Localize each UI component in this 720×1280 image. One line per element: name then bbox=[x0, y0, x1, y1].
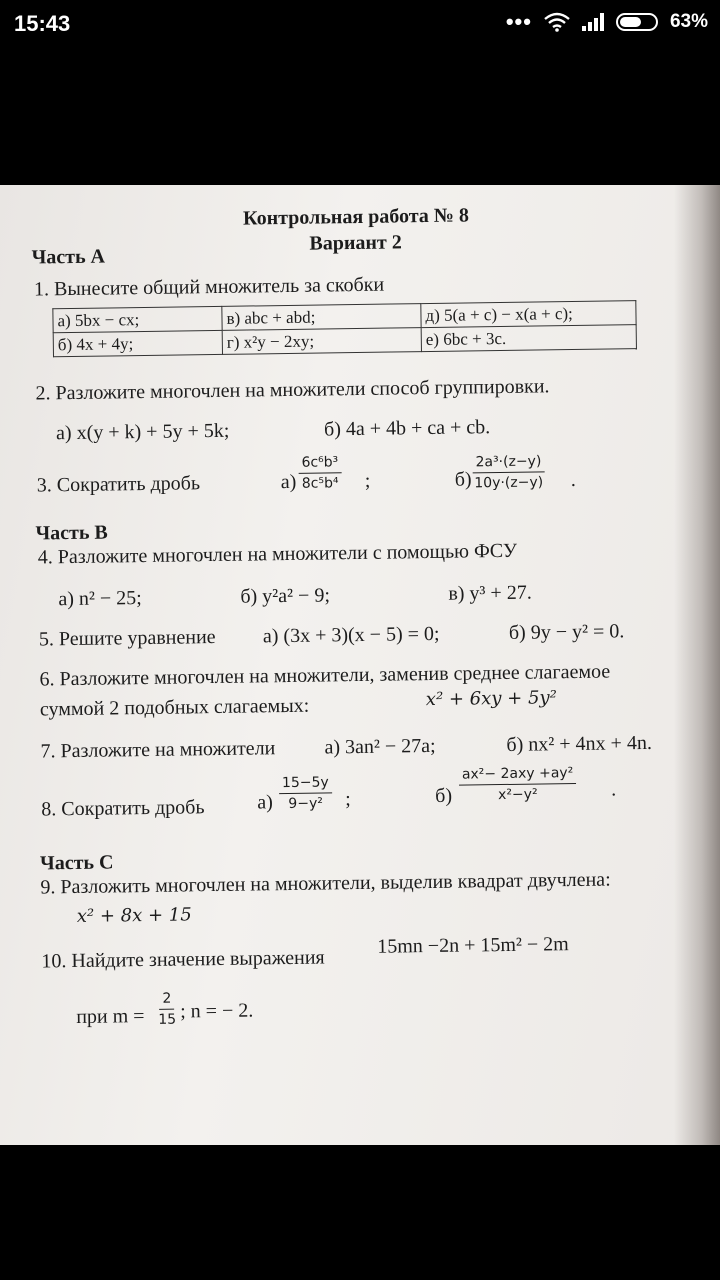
fraction-denominator: 10y·(z−y) bbox=[474, 474, 544, 492]
question-4: 4. Разложите многочлен на множители с помощью ФСУ bbox=[37, 539, 518, 569]
status-bar bbox=[0, 0, 720, 50]
signal-icon bbox=[582, 13, 604, 31]
question-1: 1. Вынесите общий множитель за скобки bbox=[33, 273, 385, 301]
question-10: 10. Найдите значение выражения bbox=[41, 946, 325, 973]
question-6-line-2: суммой 2 подобных слагаемых: bbox=[39, 694, 310, 721]
fraction-10 bbox=[158, 991, 176, 1028]
table-cell: б) 4x + 4y; bbox=[53, 330, 222, 356]
question-5: 5. Решите уравнение bbox=[38, 626, 216, 651]
more-dots-icon: ••• bbox=[505, 9, 532, 34]
fraction-numerator: 6c⁶b³ bbox=[298, 454, 341, 474]
question-8a-label: а) bbox=[257, 791, 273, 814]
worksheet bbox=[0, 185, 720, 1145]
question-4c: в) y³ + 27. bbox=[448, 581, 532, 605]
question-7b: б) nx² + 4nx + 4n. bbox=[506, 731, 653, 756]
fraction-8b bbox=[459, 765, 577, 804]
table-cell: д) 5(a + c) − x(a + c); bbox=[421, 301, 636, 328]
question-2b: б) 4a + 4b + ca + cb. bbox=[323, 416, 491, 441]
part-c-heading: Часть С bbox=[39, 851, 114, 875]
question-4a: а) n² − 25; bbox=[58, 587, 142, 611]
fraction-denominator: 9−y² bbox=[288, 795, 324, 813]
question-6-expression: x² + 6xy + 5y² bbox=[425, 687, 558, 711]
page-edge-shadow bbox=[674, 185, 720, 1145]
question-3: 3. Сократить дробь bbox=[36, 472, 201, 497]
fraction-3a bbox=[298, 454, 341, 492]
fraction-3b bbox=[472, 453, 544, 491]
fraction-numerator: 2 bbox=[159, 991, 174, 1010]
fraction-denominator: x²−y² bbox=[497, 786, 538, 804]
table-cell: е) 6bc + 3c. bbox=[421, 325, 636, 352]
fraction-3b-end: . bbox=[570, 468, 576, 492]
fraction-8b-end: . bbox=[610, 778, 617, 801]
question-7a: а) 3an² − 27a; bbox=[324, 734, 436, 759]
question-3a-label: а) bbox=[280, 470, 297, 494]
question-3b-label: б) bbox=[454, 468, 472, 491]
question-8: 8. Сократить дробь bbox=[41, 796, 205, 821]
question-10-condition: при m = bbox=[76, 1005, 145, 1028]
question-9-expression: x² + 8x + 15 bbox=[76, 904, 192, 927]
question-7: 7. Разложите на множители bbox=[40, 737, 276, 763]
table-cell: а) 5bx − cx; bbox=[53, 306, 222, 332]
question-2a: а) x(y + k) + 5y + 5k; bbox=[55, 419, 230, 445]
fraction-numerator: 2a³·(z−y) bbox=[472, 453, 544, 473]
fraction-denominator: 15 bbox=[158, 1011, 177, 1028]
question-2: 2. Разложите многочлен на множители способ группировки. bbox=[35, 375, 550, 405]
wifi-icon bbox=[544, 12, 570, 32]
factor-table bbox=[52, 300, 637, 357]
worksheet-photo bbox=[0, 185, 720, 1145]
fraction-denominator: 8c⁵b⁴ bbox=[301, 475, 339, 492]
table-cell: в) abc + abd; bbox=[222, 304, 421, 331]
fraction-numerator: ax²− 2axy +ay² bbox=[459, 765, 577, 786]
fraction-8a-end: ; bbox=[345, 788, 351, 811]
fraction-numerator: 15−5y bbox=[279, 774, 332, 794]
battery-percent: 63% bbox=[669, 11, 708, 32]
doc-title: Контрольная работа № 8 bbox=[242, 204, 470, 230]
question-10-rest: ; n = − 2. bbox=[180, 999, 254, 1023]
battery-icon bbox=[616, 13, 658, 31]
question-5a: а) (3x + 3)(x − 5) = 0; bbox=[262, 622, 440, 648]
part-a-heading: Часть А bbox=[31, 245, 106, 269]
fraction-8a bbox=[279, 774, 332, 812]
clock: 15:43 bbox=[14, 11, 71, 36]
question-5b: б) 9y − y² = 0. bbox=[508, 620, 625, 644]
part-b-heading: Часть В bbox=[35, 521, 108, 545]
question-10-expression: 15mn −2n + 15m² − 2m bbox=[377, 933, 569, 958]
question-8b-label: б) bbox=[435, 784, 453, 807]
doc-variant: Вариант 2 bbox=[309, 231, 402, 255]
question-4b: б) y²a² − 9; bbox=[240, 584, 331, 608]
question-6-line-1: 6. Разложите многочлен на множители, заменив среднее слагаемое bbox=[39, 660, 611, 691]
fraction-3a-end: ; bbox=[364, 469, 371, 492]
question-9-line-1: 9. Разложить многочлен на множители, выделив квадрат двучлена: bbox=[40, 868, 611, 899]
table-cell: г) x²y − 2xy; bbox=[222, 328, 421, 355]
